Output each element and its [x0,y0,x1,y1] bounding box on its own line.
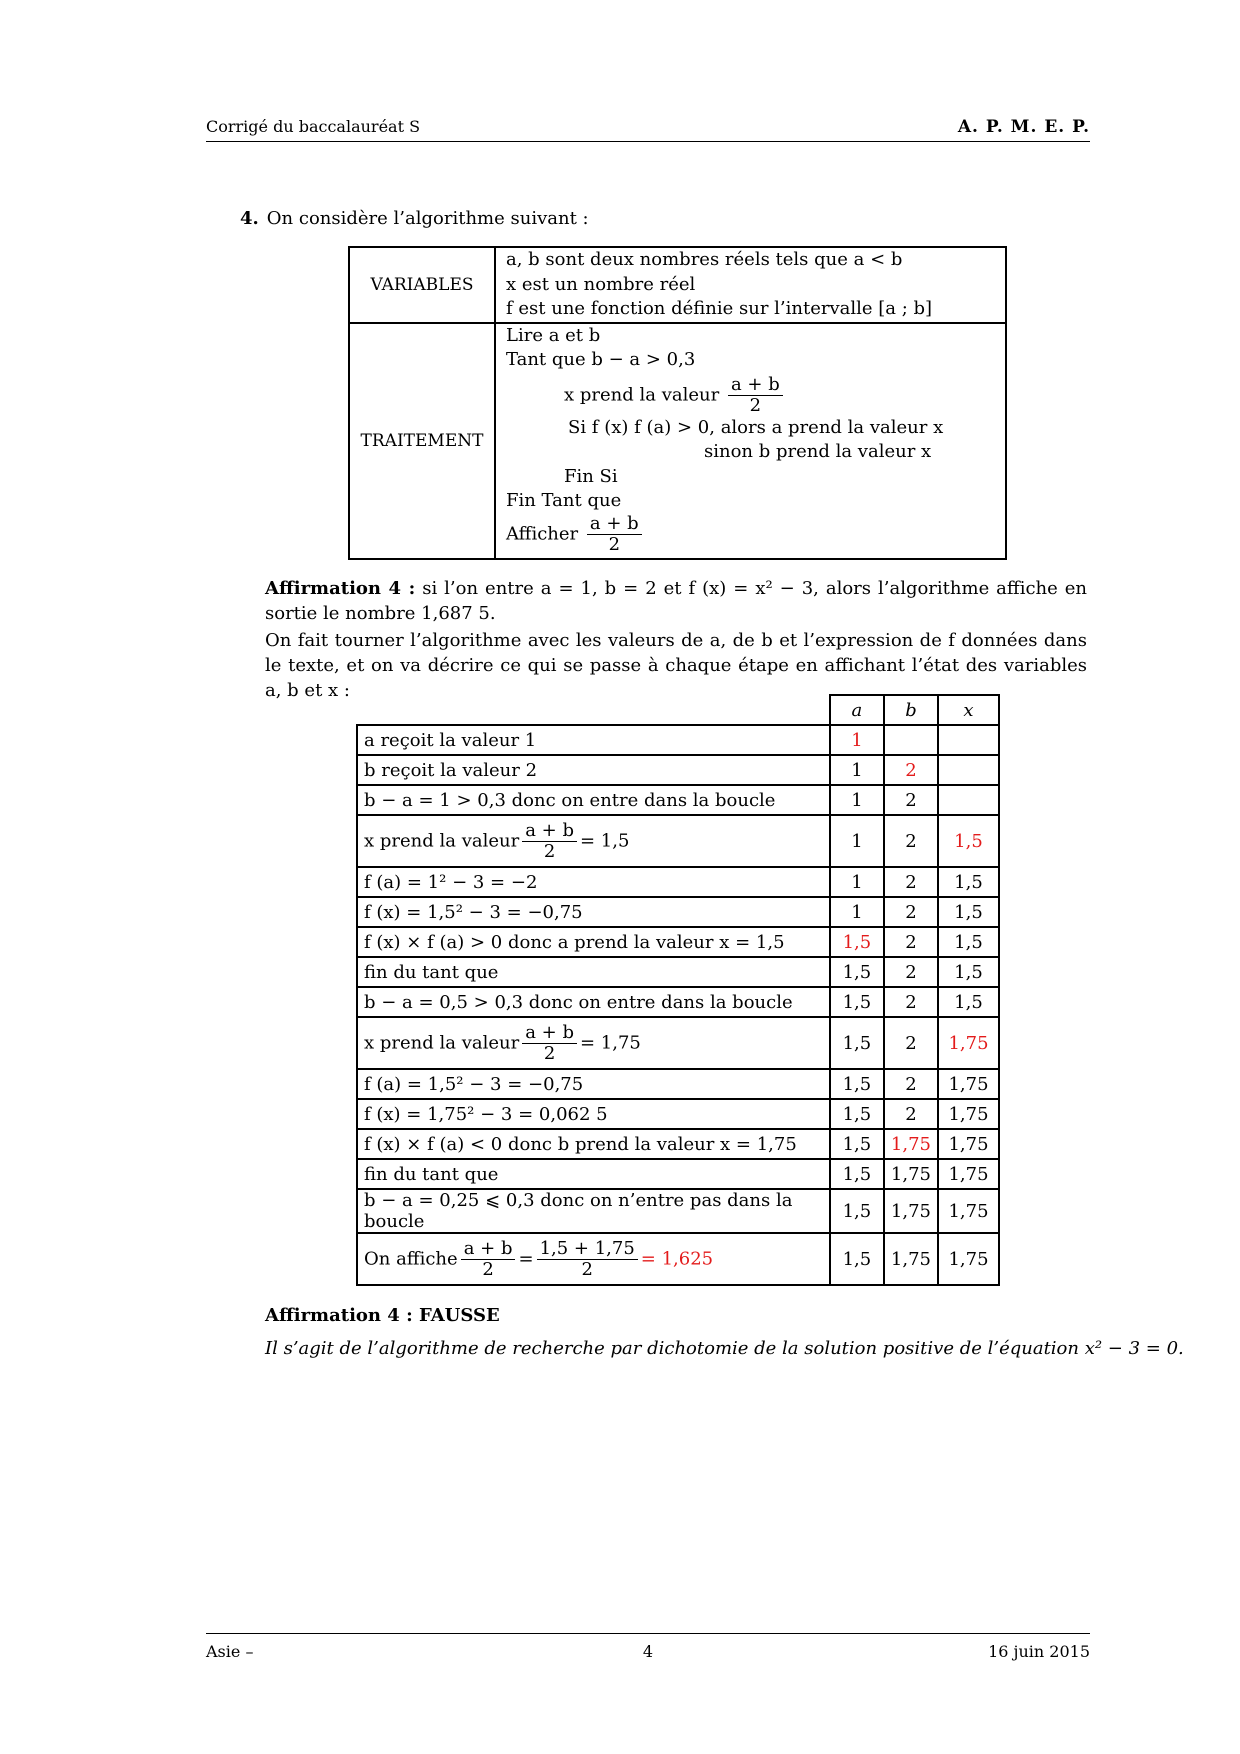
value-x: 1,75 [938,1159,999,1189]
fraction [587,514,642,555]
footer-left: Asie – [206,1642,254,1661]
value-b: 2 [884,755,938,785]
note: Il s’agit de l’algorithme de recherche par dichotomie de la solution positive de l’équation x² − 3 = 0. [265,1338,1184,1359]
value-a: 1 [830,815,884,867]
fraction [537,1239,638,1280]
col-header-x: x [938,695,999,725]
trace-header-row [357,695,999,725]
page-footer [206,1633,1090,1664]
step-cell: f (x) = 1,5² − 3 = −0,75 [357,897,830,927]
value-b: 1,75 [884,1233,938,1285]
algo-read: Lire a et b [506,324,601,346]
step-cell [357,1233,830,1285]
fraction-num: a + b [728,375,783,396]
value-a: 1 [830,725,884,755]
value-x: 1,5 [938,867,999,897]
fraction-den: 2 [581,1258,593,1280]
algo-assign-text: x prend la valeur [564,384,720,405]
variables-line: f est une fonction définie sur l’intervalle [a ; b] [506,298,933,319]
step-cell: b − a = 0,5 > 0,3 donc on entre dans la boucle [357,987,830,1017]
affirmation-text: si l’on entre a = 1, b = 2 et f (x) = x² − 3, alors l’algorithme affiche en sortie le nombre 1,687 5. [265,578,1088,624]
fraction [522,821,577,862]
algo-endif: Fin Si [564,465,618,487]
fraction-num: a + b [587,514,642,535]
variables-label: VARIABLES [349,247,495,323]
value-b: 2 [884,1099,938,1129]
fraction-num: a + b [461,1239,516,1260]
affirmation-label: Affirmation 4 : [265,578,416,599]
value-x: 1,75 [938,1099,999,1129]
value-x [938,785,999,815]
fraction-num: a + b [522,821,577,842]
value-a: 1,5 [830,1233,884,1285]
conclusion: Affirmation 4 : FAUSSE [265,1305,500,1326]
table-row [357,785,999,815]
value-b: 2 [884,785,938,815]
step-result: = 1,75 [580,1032,641,1053]
table-row [357,1233,999,1285]
table-row [357,1189,999,1233]
table-row [357,897,999,927]
algo-endwhile: Fin Tant que [506,490,622,511]
page-header [206,117,1090,142]
value-x: 1,75 [938,1189,999,1233]
value-a: 1,5 [830,1129,884,1159]
value-a: 1,5 [830,1069,884,1099]
value-x: 1,75 [938,1233,999,1285]
step-result: = 1,5 [580,830,630,851]
equals-sign: = [518,1248,534,1269]
value-b: 2 [884,987,938,1017]
table-row [357,1069,999,1099]
header-apmep: A. P. M. E. P. [957,117,1090,137]
step-cell: f (a) = 1,5² − 3 = −0,75 [357,1069,830,1099]
step-cell: f (x) × f (a) > 0 donc a prend la valeur x = 1,5 [357,927,830,957]
variables-line: x est un nombre réel [506,273,696,295]
value-a: 1,5 [830,1189,884,1233]
step-cell: fin du tant que [357,957,830,987]
algo-while: Tant que b − a > 0,3 [506,349,696,370]
step-cell: fin du tant que [357,1159,830,1189]
value-b: 2 [884,867,938,897]
value-b: 2 [884,1017,938,1069]
table-row [357,1099,999,1129]
table-row [357,987,999,1017]
step-cell: f (a) = 1² − 3 = −2 [357,867,830,897]
table-row [357,1129,999,1159]
value-a: 1 [830,867,884,897]
value-x: 1,75 [938,1017,999,1069]
value-b [884,725,938,755]
step-text: On affiche [364,1248,458,1269]
value-b: 1,75 [884,1159,938,1189]
fraction-den: 2 [608,533,621,555]
value-x: 1,5 [938,927,999,957]
treatment-label: TRAITEMENT [349,323,495,559]
value-b: 2 [884,927,938,957]
trace-table [356,694,1000,1286]
value-a: 1 [830,785,884,815]
table-row [357,1017,999,1069]
fraction [728,375,783,416]
value-x: 1,5 [938,897,999,927]
question-number: 4. [240,208,259,229]
step-cell: f (x) × f (a) < 0 donc b prend la valeur x = 1,75 [357,1129,830,1159]
treatment-body [495,323,1006,559]
value-a: 1,5 [830,957,884,987]
algorithm-table [348,246,1007,560]
header-title: Corrigé du baccalauréat S [206,117,421,136]
fraction [522,1023,577,1064]
algo-assign [506,375,995,416]
affirmation-statement [265,576,1087,626]
value-b: 1,75 [884,1189,938,1233]
fraction-den: 2 [749,394,762,416]
step-cell [357,1017,830,1069]
step-cell: a reçoit la valeur 1 [357,725,830,755]
value-x: 1,5 [938,957,999,987]
fraction-num: 1,5 + 1,75 [537,1239,638,1260]
value-b: 1,75 [884,1129,938,1159]
value-x [938,755,999,785]
variables-body [495,247,1006,323]
final-result: = 1,625 [640,1248,714,1269]
value-x [938,725,999,755]
step-text: x prend la valeur [364,1032,520,1053]
fraction-den: 2 [482,1258,494,1280]
algo-if: Si f (x) f (a) > 0, alors a prend la valeur x [568,416,944,438]
value-b: 2 [884,957,938,987]
algo-display [506,514,995,555]
footer-date: 16 juin 2015 [988,1642,1090,1661]
intro-text: On fait tourner l’algorithme avec les valeurs de a, de b et l’expression de f données dans le texte, et on va décrire ce qui se passe à chaque étape en affichant l’état des variables a, b et x : [265,630,1087,701]
table-row [357,867,999,897]
value-a: 1,5 [830,1099,884,1129]
value-x: 1,75 [938,1069,999,1099]
table-row [357,725,999,755]
value-b: 2 [884,897,938,927]
question-text: On considère l’algorithme suivant : [266,208,589,229]
value-a: 1,5 [830,987,884,1017]
step-cell: b − a = 0,25 ⩽ 0,3 donc on n’entre pas dans la boucle [357,1189,830,1233]
col-header-a: a [830,695,884,725]
step-cell: b reçoit la valeur 2 [357,755,830,785]
value-a: 1,5 [830,1159,884,1189]
value-x: 1,5 [938,815,999,867]
table-row [357,957,999,987]
fraction [461,1239,516,1280]
col-header-b: b [884,695,938,725]
algo-else: sinon b prend la valeur x [704,441,932,462]
step-cell [357,815,830,867]
value-a: 1 [830,897,884,927]
value-a: 1,5 [830,1017,884,1069]
algo-display-text: Afficher [506,523,579,544]
value-x: 1,5 [938,987,999,1017]
fraction-den: 2 [543,1042,556,1064]
step-cell: b − a = 1 > 0,3 donc on entre dans la boucle [357,785,830,815]
step-text: x prend la valeur [364,830,520,851]
value-a: 1,5 [830,927,884,957]
variables-line: a, b sont deux nombres réels tels que a < b [506,249,903,270]
question [240,208,589,229]
step-cell: f (x) = 1,75² − 3 = 0,062 5 [357,1099,830,1129]
table-row [357,755,999,785]
table-row [357,1159,999,1189]
page-number: 4 [642,1642,654,1661]
fraction-num: a + b [522,1023,577,1044]
value-b: 2 [884,815,938,867]
table-row [357,815,999,867]
value-x: 1,75 [938,1129,999,1159]
fraction-den: 2 [543,840,556,862]
value-b: 2 [884,1069,938,1099]
value-a: 1 [830,755,884,785]
table-row [357,927,999,957]
